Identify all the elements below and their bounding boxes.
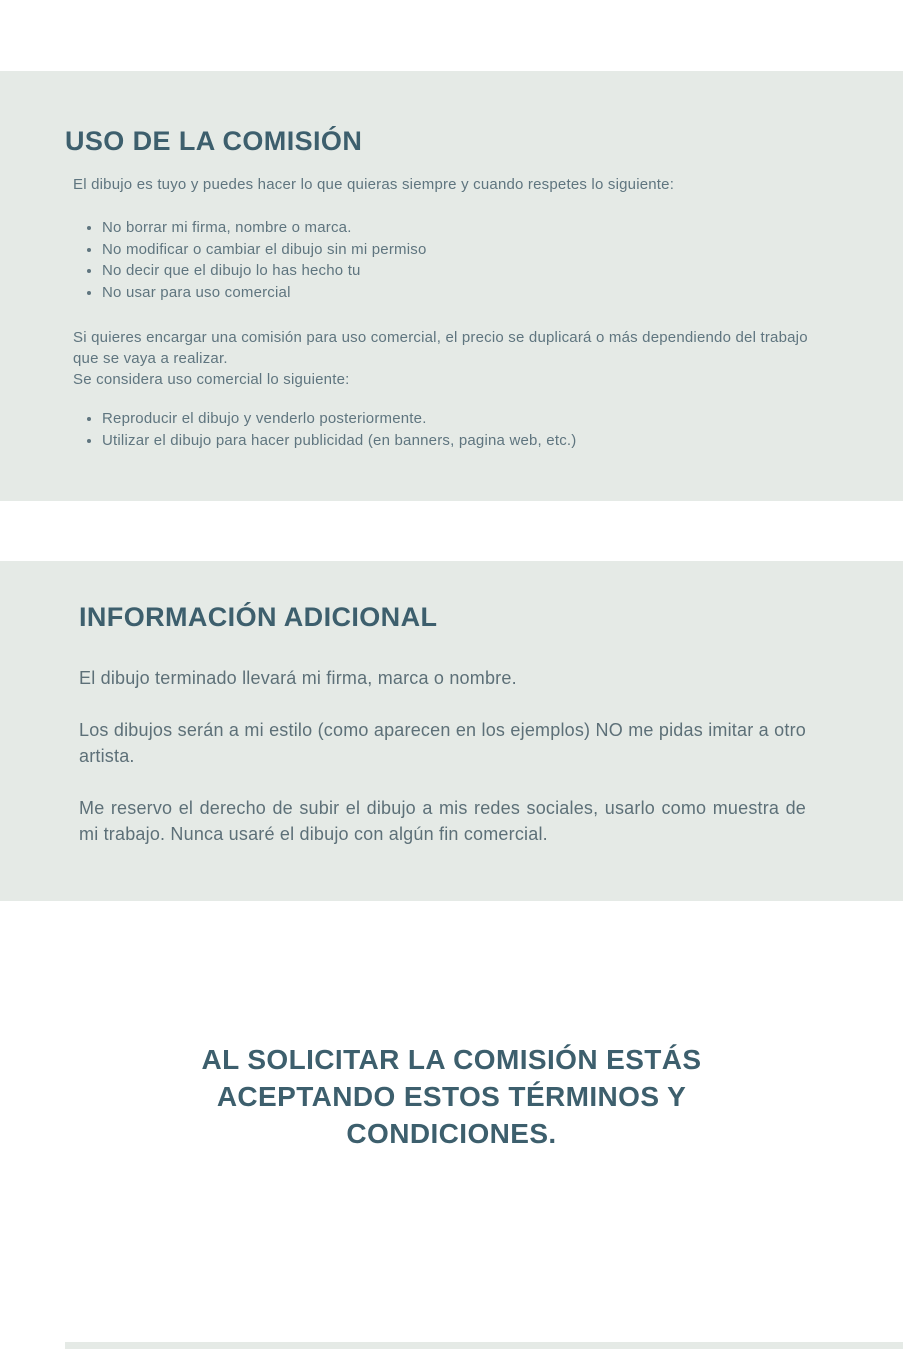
terms-acceptance-statement: AL SOLICITAR LA COMISIÓN ESTÁS ACEPTANDO ESTOS TÉRMINOS Y CONDICIONES. <box>201 1044 702 1149</box>
bottom-section-edge <box>65 1342 903 1349</box>
uso-rules-list <box>65 217 818 303</box>
uso-commercial-note <box>73 327 818 390</box>
uso-rule-item: • No modificar o cambiar el dibujo sin mi permiso <box>102 239 818 261</box>
uso-commercial-examples-list <box>65 408 818 451</box>
uso-rule-item: • No usar para uso comercial <box>102 282 818 304</box>
section-informacion-adicional <box>0 561 903 901</box>
uso-commercial-note-text: Si quieres encargar una comisión para uso comercial, el precio se duplicará o más dependiendo del trabajo que se vaya a realizar. <box>73 329 808 367</box>
uso-commercial-lead-in: Se considera uso comercial lo siguiente: <box>73 371 350 388</box>
info-section-title: INFORMACIÓN ADICIONAL <box>79 602 438 632</box>
uso-commercial-example-item: • Reproducir el dibujo y venderlo posteriormente. <box>102 408 818 430</box>
uso-rule-item: • No borrar mi firma, nombre o marca. <box>102 217 818 239</box>
uso-intro-text: El dibujo es tuyo y puedes hacer lo que quieras siempre y cuando respetes lo siguiente: <box>73 176 675 193</box>
section-uso-de-la-comision <box>0 71 903 501</box>
uso-commercial-example-item: • Utilizar el dibujo para hacer publicidad (en banners, pagina web, etc.) <box>102 430 818 452</box>
info-paragraph-style: Los dibujos serán a mi estilo (como aparecen en los ejemplos) NO me pidas imitar a otro artista. <box>79 720 806 766</box>
info-paragraph-signature: El dibujo terminado llevará mi firma, marca o nombre. <box>79 668 517 688</box>
uso-rule-item: • No decir que el dibujo lo has hecho tu <box>102 260 818 282</box>
uso-section-title: USO DE LA COMISIÓN <box>65 126 363 156</box>
info-paragraph-social-media: Me reservo el derecho de subir el dibujo a mis redes sociales, usarlo como muestra de mi trabajo. Nunca usaré el dibujo con algún fin comercial. <box>79 798 806 844</box>
